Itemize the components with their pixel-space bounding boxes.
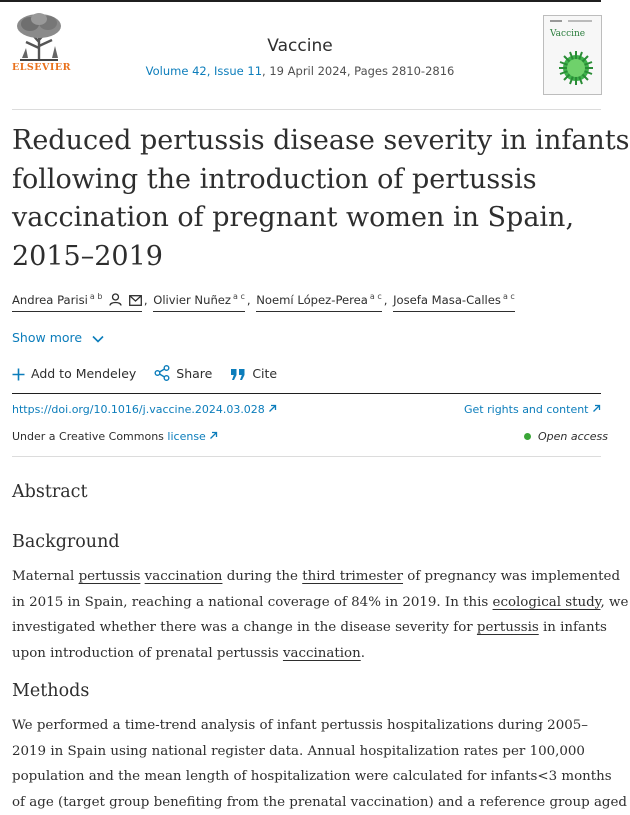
- author-link[interactable]: [12, 292, 142, 312]
- open-access-label: Open access: [538, 430, 608, 443]
- share-button[interactable]: [154, 365, 212, 381]
- top-rule: [0, 0, 601, 2]
- license-link[interactable]: [167, 430, 218, 443]
- actions-divider: [12, 393, 601, 394]
- title-line: following the introduction of pertussis: [12, 161, 612, 200]
- header-divider: [12, 109, 601, 110]
- author-name: Noemí López-Perea: [256, 293, 368, 307]
- open-access-dot: [524, 433, 531, 440]
- quote-icon: [230, 368, 246, 381]
- paragraph-text: investigated whether there was a change in the disease severity for: [12, 620, 477, 635]
- author-list: [12, 292, 602, 312]
- license-prefix: Under a Creative Commons: [12, 430, 167, 443]
- issue-date-pages: , 19 April 2024, Pages 2810-2816: [262, 64, 454, 78]
- glossary-term-link[interactable]: vaccination: [145, 569, 223, 584]
- envelope-icon: [129, 295, 142, 306]
- rights-link[interactable]: [464, 403, 601, 416]
- chevron-down-icon: [92, 335, 104, 343]
- methods-heading: Methods: [12, 681, 89, 701]
- doi-link[interactable]: [12, 403, 277, 416]
- author-link[interactable]: [153, 292, 245, 312]
- title-line: vaccination of pregnant women in Spain,: [12, 199, 612, 238]
- paragraph-text: in 2015 in Spain, reaching a national coverage of 84% in 2019. In this: [12, 595, 493, 610]
- author-separator: ,: [247, 293, 251, 307]
- methods-line: 2019 in Spain using national register data. Annual hospitalization rates per 100,000: [12, 739, 612, 765]
- share-icon: [154, 365, 170, 381]
- glossary-term-link[interactable]: vaccination: [283, 646, 361, 661]
- show-more-button[interactable]: [12, 330, 104, 345]
- author-affiliation: a c: [503, 292, 515, 301]
- methods-line: of age (target group benefiting from the prenatal vaccination) and a reference group aged: [12, 790, 612, 815]
- license-info: [12, 430, 218, 443]
- volume-issue-link[interactable]: Volume 42, Issue 11: [146, 64, 262, 78]
- author-name: Andrea Parisi: [12, 293, 88, 307]
- glossary-term-link[interactable]: pertussis: [477, 620, 539, 635]
- author-affiliation: a c: [233, 292, 245, 301]
- elsevier-tree-logo: [12, 12, 66, 62]
- paragraph-text: in infants: [539, 620, 607, 635]
- open-access-badge: [524, 430, 608, 443]
- author-link[interactable]: [393, 292, 515, 312]
- cite-label: Cite: [252, 366, 277, 381]
- license-divider: [12, 456, 601, 457]
- journal-cover[interactable]: [543, 15, 602, 95]
- methods-line: We performed a time-trend analysis of infant pertussis hospitalizations during 2005–: [12, 713, 612, 739]
- glossary-term-link[interactable]: pertussis: [79, 569, 141, 584]
- paragraph-text: of pregnancy was implemented: [403, 569, 620, 584]
- journal-issue: [140, 64, 460, 78]
- background-line: [12, 641, 612, 667]
- article-actions: [12, 365, 291, 381]
- author-link[interactable]: [256, 292, 382, 312]
- external-link-icon: [209, 431, 218, 440]
- background-paragraph: [12, 564, 612, 666]
- background-line: [12, 615, 612, 641]
- external-link-icon: [268, 404, 277, 413]
- doi-text: https://doi.org/10.1016/j.vaccine.2024.03.028: [12, 403, 265, 416]
- background-heading: Background: [12, 532, 120, 552]
- glossary-term-link[interactable]: third trimester: [302, 569, 403, 584]
- share-label: Share: [176, 366, 212, 381]
- paragraph-text: .: [361, 646, 365, 661]
- person-icon: [109, 293, 122, 306]
- external-link-icon: [592, 404, 601, 413]
- license-link-text: license: [167, 430, 205, 443]
- author-affiliation: a b: [90, 292, 103, 301]
- journal-title-link[interactable]: Vaccine: [170, 36, 430, 56]
- paragraph-text: upon introduction of prenatal pertussis: [12, 646, 283, 661]
- cite-button[interactable]: [230, 366, 277, 381]
- cover-image: [544, 16, 601, 94]
- author-affiliation: a c: [370, 292, 382, 301]
- author-name: Josefa Masa-Calles: [393, 293, 501, 307]
- paragraph-text: Maternal: [12, 569, 79, 584]
- methods-paragraph: [12, 713, 612, 815]
- cover-title: Vaccine: [550, 29, 585, 39]
- paragraph-text: during the: [222, 569, 302, 584]
- abstract-heading: Abstract: [12, 482, 88, 502]
- title-line: 2015–2019: [12, 238, 612, 277]
- background-line: [12, 590, 612, 616]
- paragraph-text: , we: [600, 595, 628, 610]
- show-more-label: Show more: [12, 330, 82, 345]
- publisher-name: ELSEVIER: [12, 62, 68, 73]
- article-title: [12, 122, 612, 276]
- plus-icon: [12, 368, 25, 381]
- rights-text: Get rights and content: [464, 403, 588, 416]
- background-line: [12, 564, 612, 590]
- glossary-term-link[interactable]: ecological study: [493, 595, 601, 610]
- add-to-mendeley-button[interactable]: [12, 366, 136, 381]
- add-to-mendeley-label: Add to Mendeley: [31, 366, 136, 381]
- methods-line: population and the mean length of hospitalization were calculated for infants<3 months: [12, 764, 612, 790]
- author-name: Olivier Nuñez: [153, 293, 231, 307]
- title-line: Reduced pertussis disease severity in infants: [12, 122, 612, 161]
- author-separator: ,: [384, 293, 388, 307]
- author-separator: ,: [144, 293, 148, 307]
